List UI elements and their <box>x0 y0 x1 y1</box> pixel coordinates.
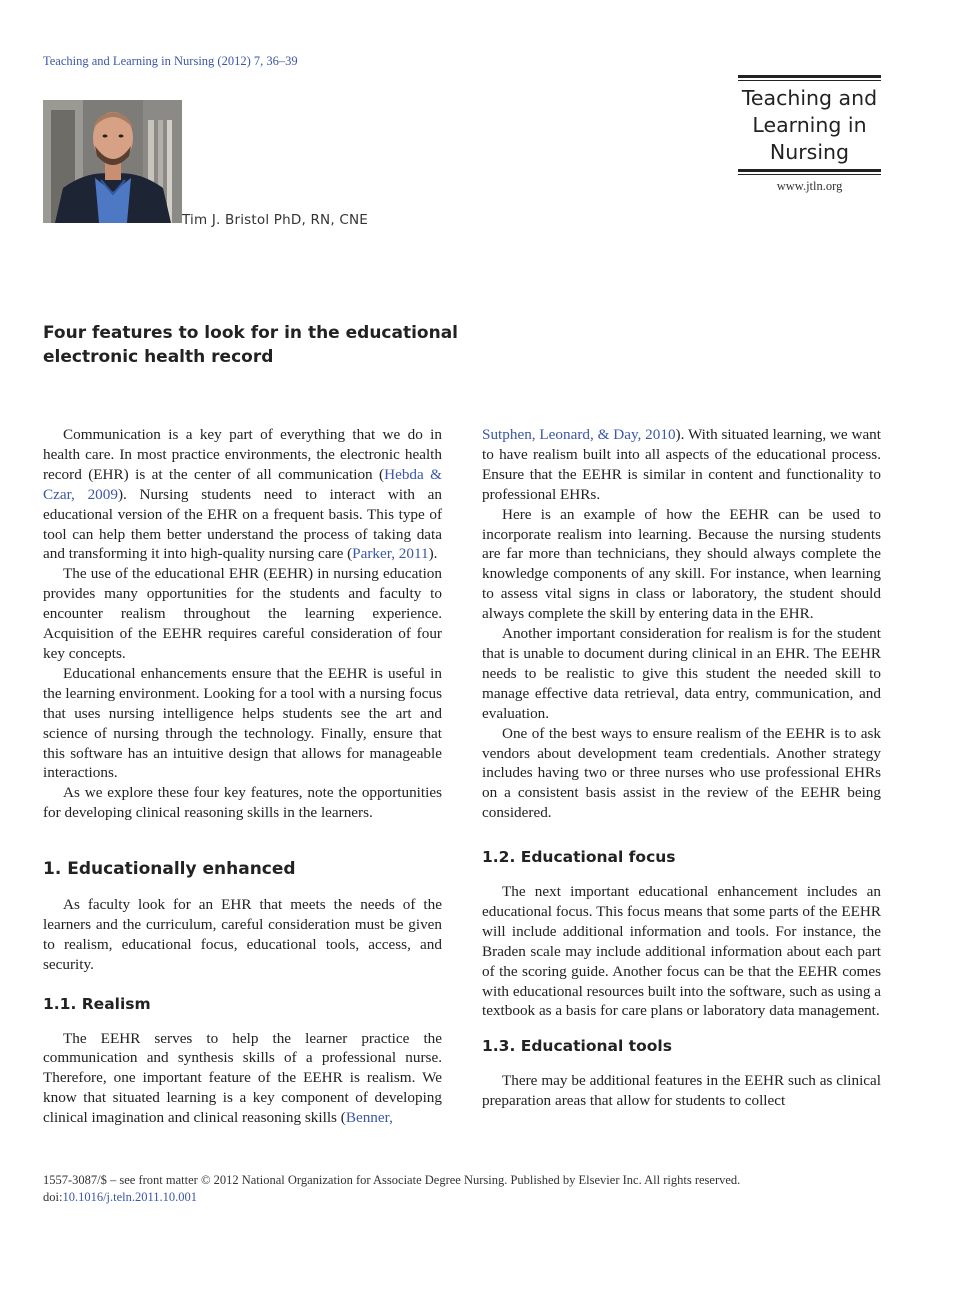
logo-line: Teaching and <box>741 86 878 110</box>
body-paragraph: Sutphen, Leonard, & Day, 2010). With situated learning, we want to have realism built into all aspects of the educational process. Ensure that the EEHR is similar in content and functionality to professional EHRs. <box>482 426 881 503</box>
article-title: Four features to look for in the educational electronic health record <box>43 323 459 367</box>
subsection-heading: 1.2. Educational focus <box>482 848 676 867</box>
body-paragraph: The next important educational enhancement includes an educational focus. This focus means that some parts of the EEHR will include additional information and tools. For instance, the Braden scale may include additional information about each part of the scoring guide. Another focus can be that the EEHR comes with educational resources built into the software, such as using a textbook as a basis for care plans or laboratory data management. <box>482 883 881 1020</box>
footer <box>43 1172 740 1206</box>
citation-link[interactable]: Parker, 2011 <box>352 545 429 563</box>
right-column <box>482 425 881 1111</box>
subsection-heading: 1.3. Educational tools <box>482 1037 672 1056</box>
copyright-line: 1557-3087/$ – see front matter © 2012 National Organization for Associate Degree Nursing. Published by Elsevier Inc. All rights reserved. <box>43 1173 741 1187</box>
journal-url[interactable]: www.jtln.org <box>776 179 843 193</box>
author-photo <box>43 100 182 223</box>
body-paragraph: Educational enhancements ensure that the EEHR is useful in the learning environment. Looking for a tool with a nursing focus that uses nursing intelligence helps students see the art and science of nursing through the technology. Finally, ensure that this software has an intuitive design that allows for manageable interactions. <box>43 664 442 782</box>
citation-link[interactable]: Sutphen, Leonard, & Day, 2010 <box>482 426 676 443</box>
citation-link[interactable]: Benner, <box>345 1109 393 1127</box>
doi-line: doi:10.1016/j.teln.2011.10.001 <box>43 1190 198 1204</box>
body-paragraph: The use of the educational EHR (EEHR) in nursing education provides many opportunities for the students and faculty to encounter realism throughout the learning experience. Acquisition of the EEHR requires careful consideration of four key concepts. <box>43 565 442 662</box>
left-column <box>43 425 442 1128</box>
journal-reference[interactable]: Teaching and Learning in Nursing (2012) 7, 36–39 <box>43 54 298 68</box>
citation-link[interactable]: Hebda & Czar, 2009 <box>43 465 442 503</box>
author-portrait-image <box>43 100 182 223</box>
body-paragraph: There may be additional features in the EEHR such as clinical preparation areas that allow for students to collect <box>482 1072 881 1110</box>
logo-bottom-rule <box>738 169 881 175</box>
logo-line: Nursing <box>769 140 850 164</box>
body-paragraph: Communication is a key part of everything that we do in health care. In most practice environments, the electronic health record (EHR) is at the center of all communication (Hebda & Czar, 2009). Nursing students need to interact with an educational version of the EHR on a frequent basis. This type of tool can help them better understand the process of taking data and transforming it into high-quality nursing care (Parker, 2011). <box>43 426 442 563</box>
journal-logo <box>738 75 881 175</box>
body-paragraph: As faculty look for an EHR that meets the needs of the learners and the curriculum, careful consideration must be given to realism, educational focus, educational tools, access, and security. <box>43 896 442 973</box>
section-heading: 1. Educationally enhanced <box>43 859 296 880</box>
logo-line: Learning in <box>752 113 867 137</box>
body-paragraph: Another important consideration for realism is for the student that is unable to document during clinical in an EHR. The EEHR needs to be realistic to give this student the needed skill to manage effective data retrieval, data entry, communication, and evaluation. <box>482 625 881 722</box>
body-paragraph: One of the best ways to ensure realism of the EEHR is to ask vendors about development team credentials. Another strategy includes having two or three nurses who use professional EHRs on a consistent basis assist in the review of the EEHR being considered. <box>482 724 881 822</box>
author-name: Tim J. Bristol PhD, RN, CNE <box>182 212 368 228</box>
body-paragraph: The EEHR serves to help the learner practice the communication and synthesis skills of a professional nurse. Therefore, one important feature of the EEHR is realism. We know that situated learning is a key component of developing clinical imagination and clinical reasoning skills (Benner, <box>43 1029 442 1127</box>
subsection-heading: 1.1. Realism <box>43 994 151 1013</box>
body-paragraph: As we explore these four key features, note the opportunities for developing clinical reasoning skills in the learners. <box>43 784 442 822</box>
doi-link[interactable]: 10.1016/j.teln.2011.10.001 <box>62 1190 198 1204</box>
body-paragraph: Here is an example of how the EEHR can be used to incorporate realism into learning. Because the nursing students are far more than technicians, they should always complete the knowledge components of any skill. For instance, when learning to assess vital signs in class or laboratory, the student should always complete the skill by entering data in the EHR. <box>482 505 881 623</box>
